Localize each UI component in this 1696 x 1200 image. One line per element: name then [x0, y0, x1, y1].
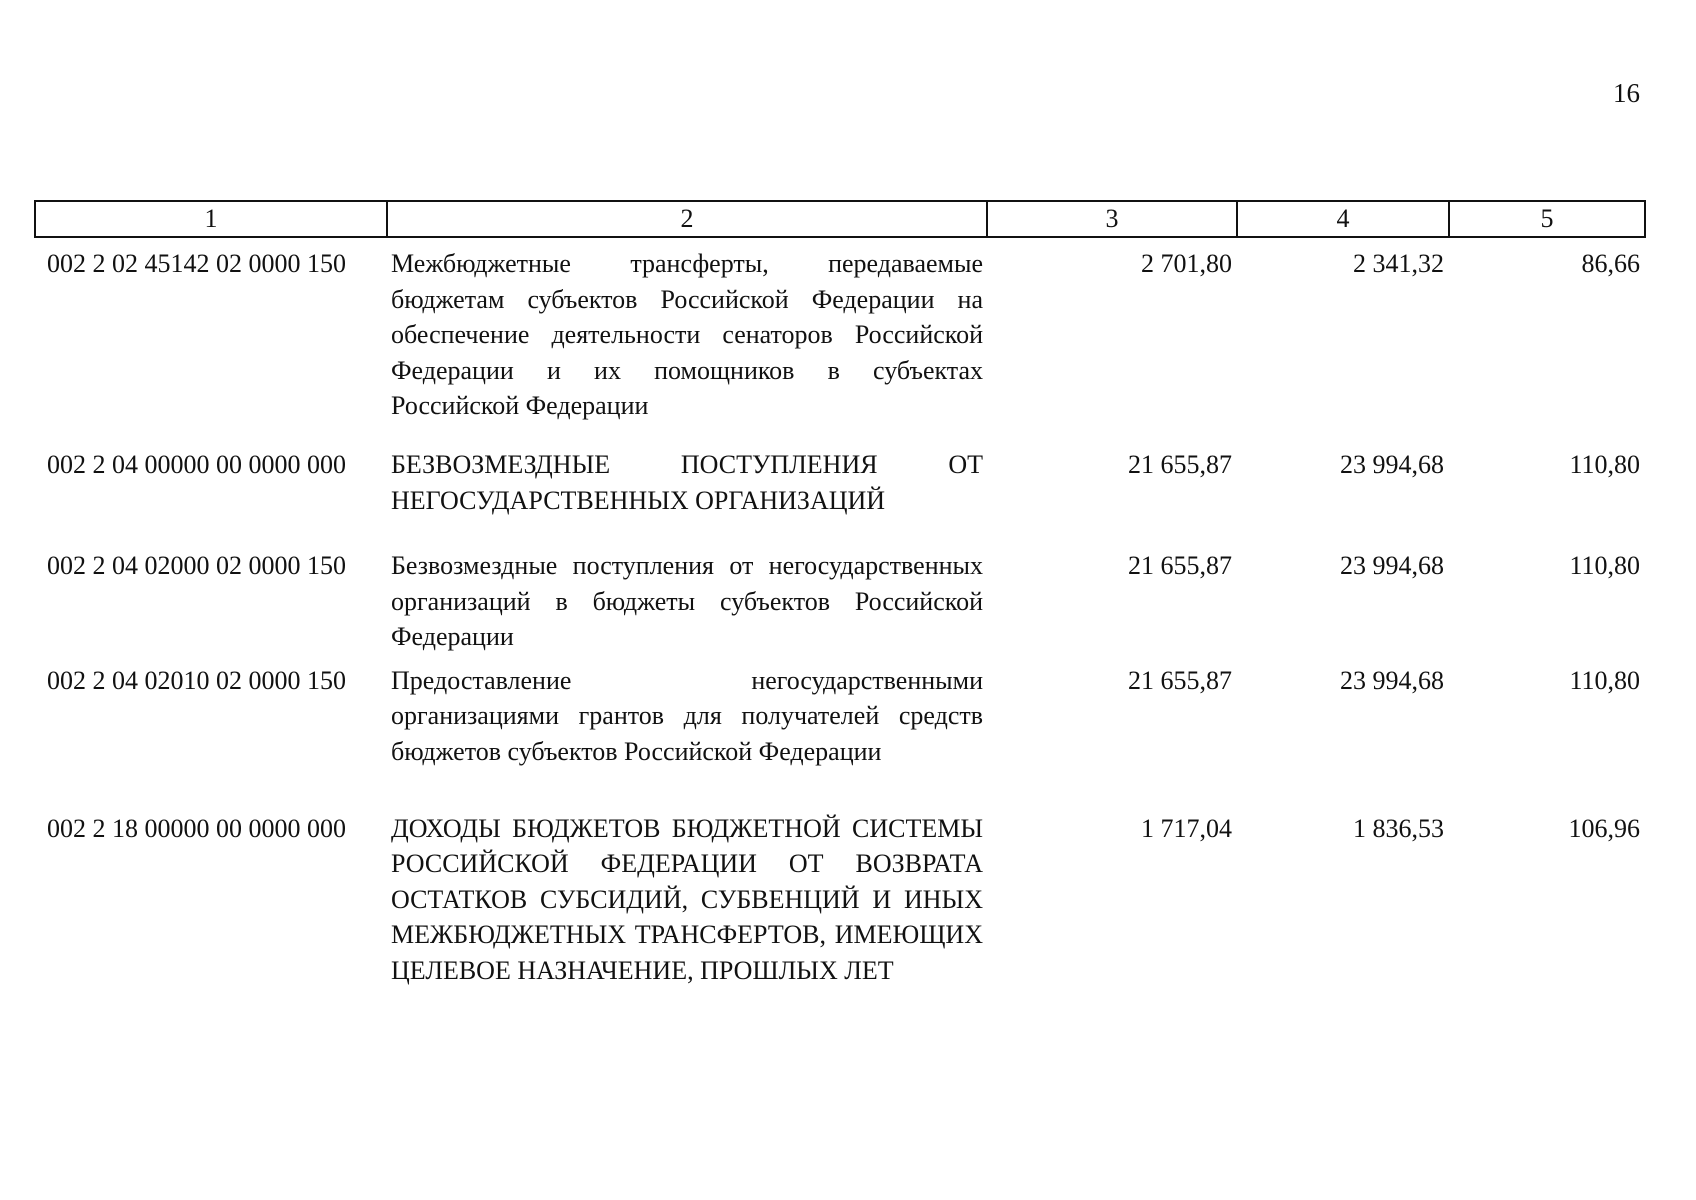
value-col4-cell: 23 994,68 [1340, 551, 1444, 580]
table-row [35, 803, 1645, 989]
column-header-5: 5 [1449, 201, 1645, 237]
description-cell: БЕЗВОЗМЕЗДНЫЕ ПОСТУПЛЕНИЯ ОТ НЕГОСУДАРСТВЕННЫХ ОРГАНИЗАЦИЙ [391, 450, 983, 515]
table-row [35, 439, 1645, 540]
value-col5-cell: 110,80 [1569, 665, 1640, 695]
description-cell: Предоставление негосударственными организациями грантов для получателей средств бюджетов субъектов Российской Федерации [391, 665, 983, 766]
value-col5-cell: 110,80 [1569, 551, 1640, 580]
table-header-row [35, 201, 1645, 237]
column-header-4: 4 [1237, 201, 1449, 237]
budget-code-cell: 002 2 02 45142 02 0000 150 [47, 249, 346, 278]
column-header-1: 1 [35, 201, 387, 237]
budget-code-cell: 002 2 04 02000 02 0000 150 [47, 551, 346, 580]
value-col3-cell: 1 717,04 [1141, 813, 1232, 843]
budget-code-cell: 002 2 04 02010 02 0000 150 [47, 665, 346, 695]
revenue-table [34, 200, 1646, 988]
description-cell: Безвозмездные поступления от негосударственных организаций в бюджеты субъектов Российской Федерации [391, 551, 983, 651]
value-col4-cell: 1 836,53 [1353, 813, 1444, 843]
table-row [35, 237, 1645, 439]
description-cell: Межбюджетные трансферты, передаваемые бюджетам субъектов Российской Федерации на обеспечение деятельности сенаторов Российской Федерации и их помощников в субъектах Российской Федерации [391, 249, 983, 420]
value-col3-cell: 2 701,80 [1141, 249, 1232, 278]
description-cell: ДОХОДЫ БЮДЖЕТОВ БЮДЖЕТНОЙ СИСТЕМЫ РОССИЙСКОЙ ФЕДЕРАЦИИ ОТ ВОЗВРАТА ОСТАТКОВ СУБСИДИЙ, СУБВЕНЦИЙ И ИНЫХ МЕЖБЮДЖЕТНЫХ ТРАНСФЕРТОВ, ИМЕЮЩИХ ЦЕЛЕВОЕ НАЗНАЧЕНИЕ, ПРОШЛЫХ ЛЕТ [391, 813, 983, 985]
budget-code-cell: 002 2 04 00000 00 0000 000 [47, 450, 346, 479]
table-row [35, 540, 1645, 655]
value-col3-cell: 21 655,87 [1128, 665, 1232, 695]
value-col5-cell: 86,66 [1581, 249, 1640, 278]
column-header-3: 3 [987, 201, 1237, 237]
value-col5-cell: 110,80 [1569, 450, 1640, 479]
page-number: 16 [1613, 78, 1640, 108]
value-col3-cell: 21 655,87 [1128, 450, 1232, 479]
value-col4-cell: 2 341,32 [1353, 249, 1444, 278]
budget-code-cell: 002 2 18 00000 00 0000 000 [47, 813, 346, 843]
value-col4-cell: 23 994,68 [1340, 450, 1444, 479]
value-col4-cell: 23 994,68 [1340, 665, 1444, 695]
value-col5-cell: 106,96 [1568, 813, 1640, 843]
table-row [35, 655, 1645, 803]
value-col3-cell: 21 655,87 [1128, 551, 1232, 580]
column-header-2: 2 [387, 201, 987, 237]
